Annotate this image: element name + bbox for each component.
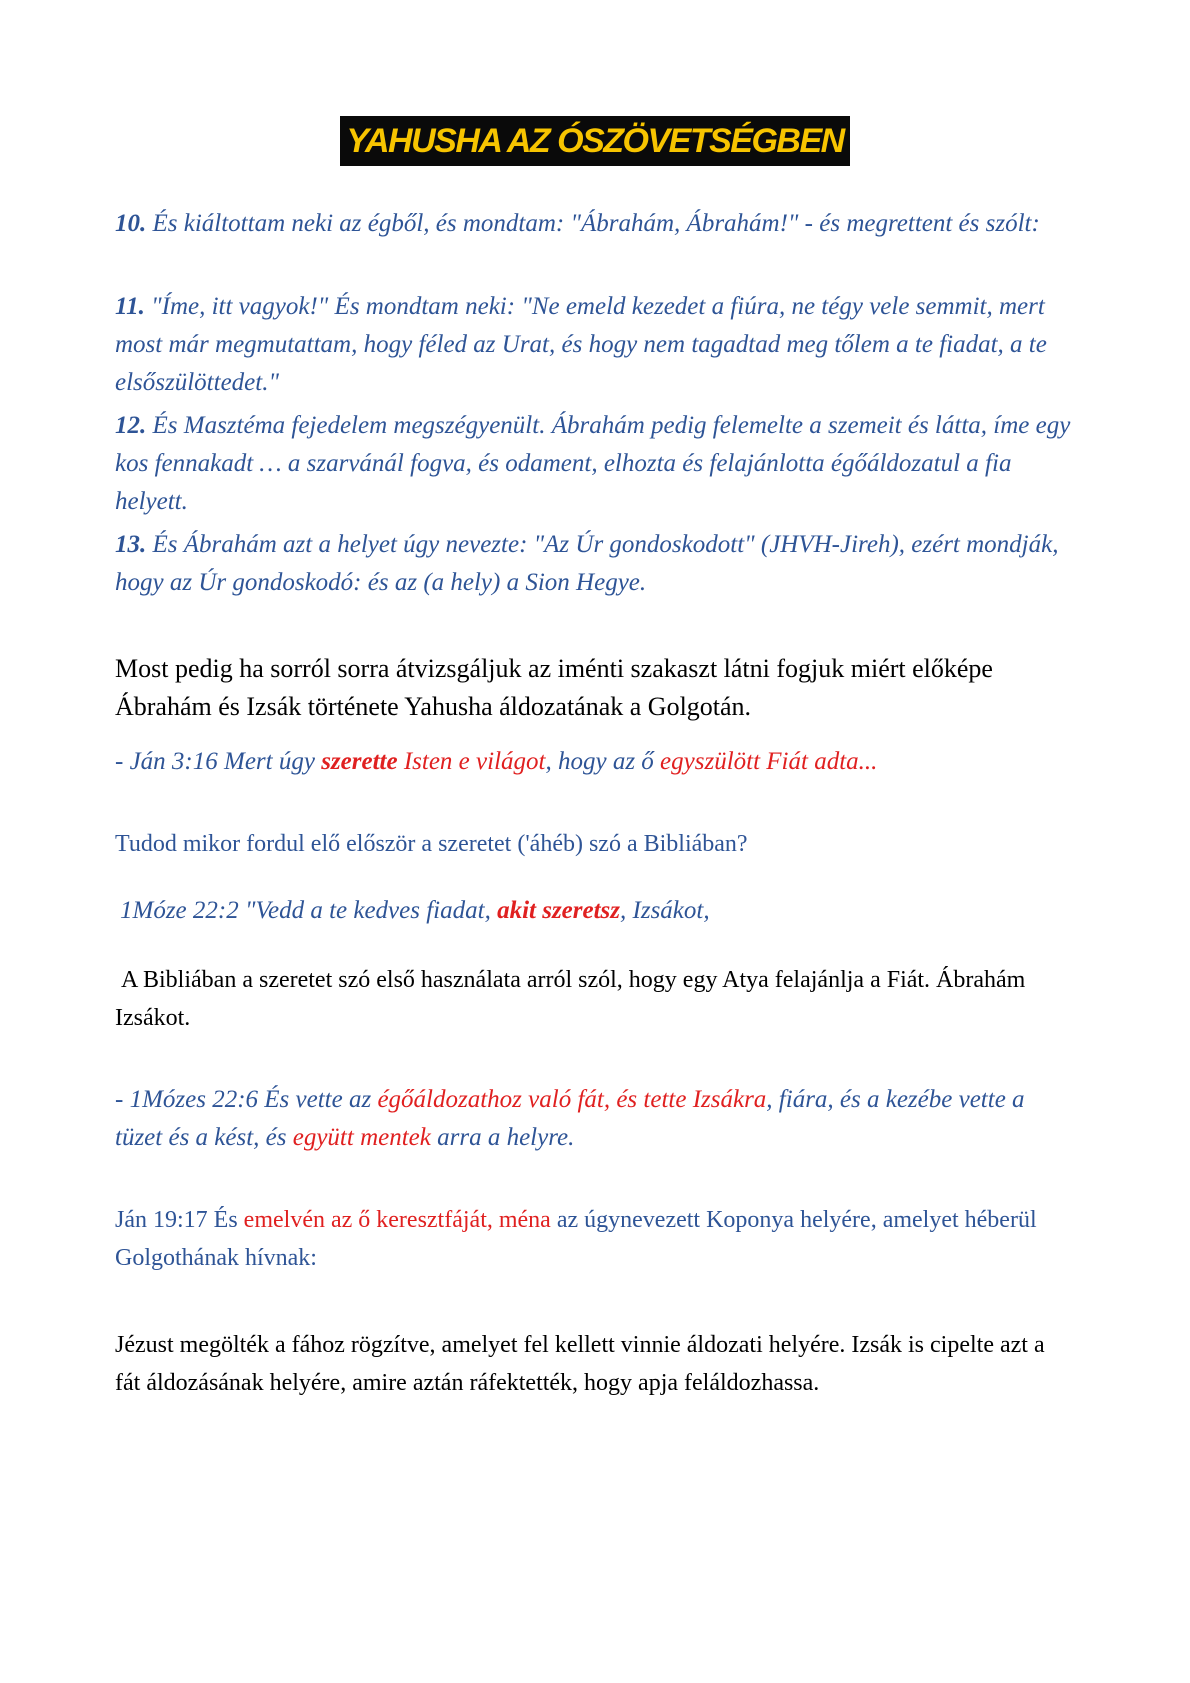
highlight-text: emelvén az ő keresztfáját, ména [243, 1207, 551, 1233]
verse-number: 12. [115, 412, 147, 439]
closing-paragraph: Jézust megölték a fához rögzítve, amelyet fel kellett vinnie áldozati helyére. Izsák is cipelte azt a fát áldozásának helyére, amire aztán ráfektették, hogy apja feláldozhassa. [115, 1332, 1045, 1396]
first-use-paragraph: A Bibliában a szeretet szó első használata arról szól, hogy egy Atya felajánlja a Fiát. Ábrahám Izsákot. [115, 967, 1026, 1031]
jan-3-16-quote [115, 743, 1075, 781]
verse-number: 10. [115, 210, 147, 237]
ref-text: Ján 19:17 És [115, 1207, 244, 1233]
ref-text: 1Móze 22:2 "Vedd a te kedves fiadat, [120, 897, 498, 924]
highlight-text: égőáldozathoz való fát, és tette Izsákra [377, 1086, 767, 1113]
intro-paragraph: Most pedig ha sorról sorra átvizsgáljuk az iménti szakaszt látni fogjuk miért előképe Ábrahám és Izsák története Yahusha áldozatának a Golgotán. [115, 654, 993, 721]
highlight-text: akit szeretsz [497, 897, 621, 924]
ref-text: - 1Mózes 22:6 És vette az [115, 1086, 378, 1113]
verse-13 [115, 526, 1075, 602]
verse-text: "Íme, itt vagyok!" És mondtam neki: "Ne emeld kezedet a fiúra, ne tégy vele semmit, mert most már megmutattam, hogy féled az Urat, és hogy nem tagadtad meg tőlem a te fiadat, a te elsőszülöttedet." [115, 293, 1047, 396]
jan-19-17-quote [115, 1201, 1075, 1277]
verse-12 [115, 407, 1075, 521]
highlight-text: egyszülött Fiát adta... [660, 748, 878, 775]
verse-number: 11. [115, 293, 145, 320]
ref-text: , fiára, és a kezébe vette a tüzet és a kést, és [115, 1086, 1025, 1151]
ref-text: , hogy az ő [545, 748, 661, 775]
verse-text: És Masztéma fejedelem megszégyenült. Ábrahám pedig felemelte a szemeit és látta, íme egy kos fennakadt … a szarvánál fogva, és odament, elhozta és felajánlotta égőáldozatul a fia helyett. [115, 412, 1071, 515]
ref-text: arra a helyre. [430, 1124, 575, 1151]
verse-text: És Ábrahám azt a helyet úgy nevezte: "Az Úr gondoskodott" (JHVH-Jireh), ezért mondják, hogy az Úr gondoskodó: és az (a hely) a Sion Hegye. [115, 531, 1059, 596]
verse-text: És kiáltottam neki az égből, és mondtam: "Ábrahám, Ábrahám!" - és megrettent és szólt: [146, 210, 1040, 237]
ref-text: , Izsákot, [620, 897, 710, 924]
highlight-text: együtt mentek [292, 1124, 431, 1151]
ref-text: - Ján 3:16 Mert úgy [115, 748, 322, 775]
verse-number: 13. [115, 531, 147, 558]
moze-22-2-quote [120, 892, 1080, 930]
verse-11 [115, 288, 1075, 402]
page-title: YAHUSHA AZ ÓSZÖVETSÉGBEN [340, 116, 849, 166]
question-paragraph: Tudod mikor fordul elő először a szeretet ('áhéb) szó a Bibliában? [115, 831, 748, 857]
verse-10 [115, 205, 1075, 243]
ref-text: az úgynevezett Koponya helyére, amelyet héberül Golgothának hívnak: [115, 1207, 1037, 1271]
moze-22-6-quote [115, 1081, 1075, 1157]
highlight-text: szerette [321, 748, 398, 775]
title-container [0, 116, 1190, 166]
highlight-text: Isten e világot [397, 748, 546, 775]
